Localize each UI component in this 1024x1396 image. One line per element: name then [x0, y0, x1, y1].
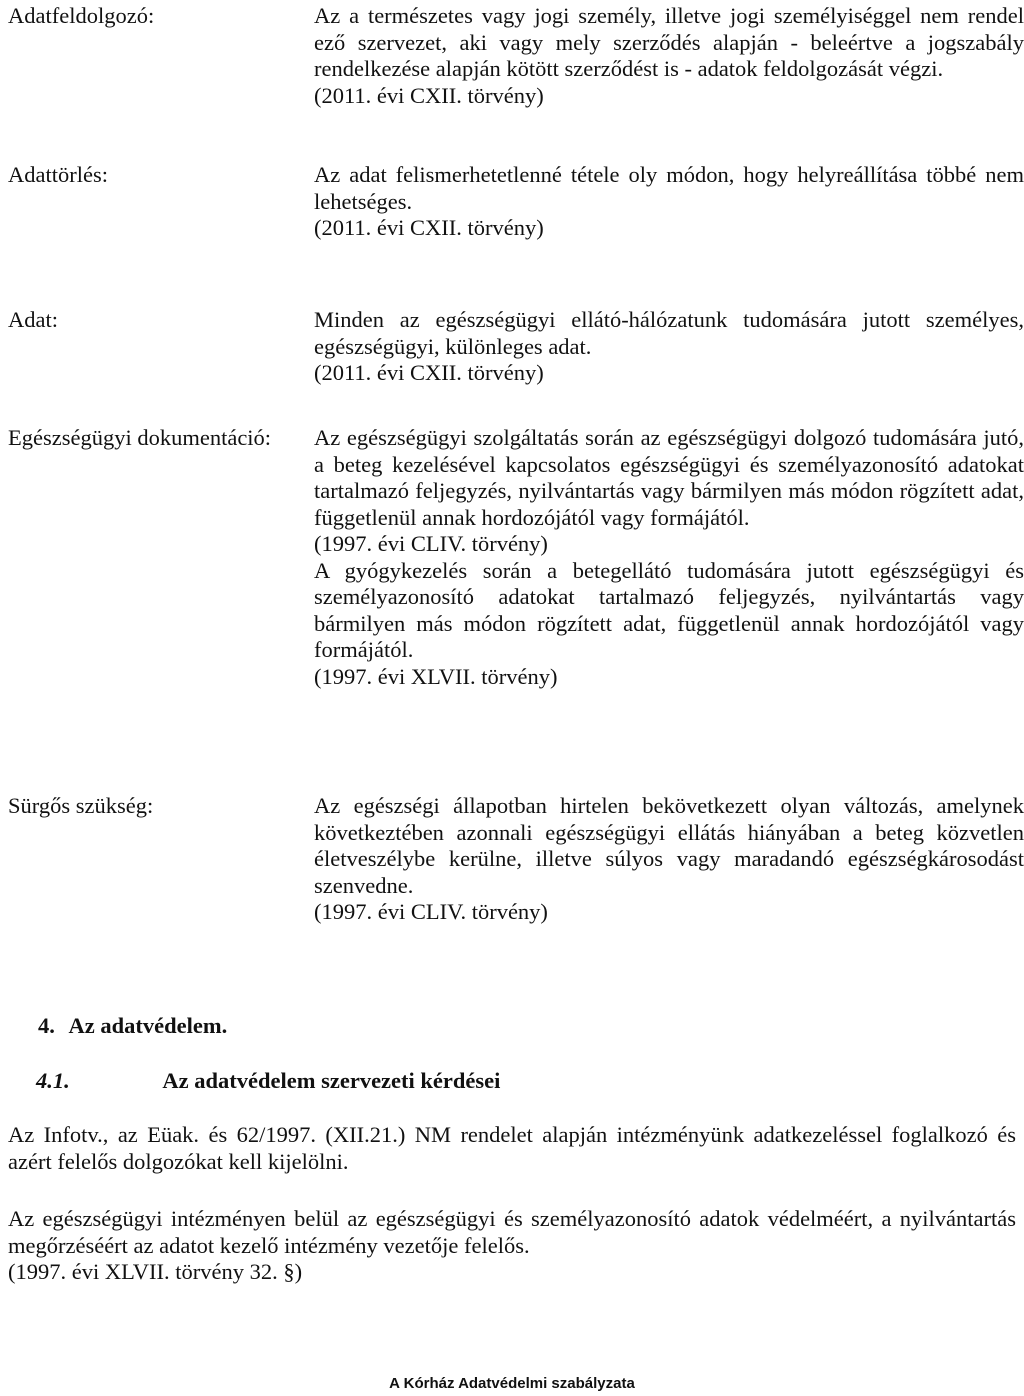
definition-term: Sürgős szükség: — [8, 793, 154, 818]
paragraph-text: Az egészségügyi intézményen belül az egészségügyi és személyazonosító adatok védelméért, a nyilvántartás megőrzéséért az adatot kezelő intézmény vezetője felelős. — [8, 1206, 1016, 1258]
law-reference: (2011. évi CXII. törvény) — [314, 360, 544, 385]
definition-term: Adat: — [8, 307, 58, 332]
law-reference: (1997. évi XLVII. törvény) — [314, 663, 558, 689]
definition-term: Adatfeldolgozó: — [8, 3, 155, 28]
subsection-heading — [36, 1068, 500, 1095]
section-title: Az adatvédelem. — [68, 1013, 228, 1038]
definition-body — [314, 425, 1024, 690]
definition-adat — [8, 307, 1024, 387]
definition-text: Minden az egészségügyi ellátó-hálózatunk tudomására jutott személyes, egészségügyi, különleges adat. — [314, 307, 1024, 359]
page-footer: A Kórház Adatvédelmi szabályzata — [389, 1375, 635, 1392]
law-reference: (2011. évi CXII. törvény) — [314, 215, 544, 240]
definition-adatfeldolgozo — [8, 3, 1024, 143]
definition-text: Az adat felismerhetetlenné tétele oly módon, hogy helyreállítása többé nem lehetséges. — [314, 162, 1024, 214]
section-number: 4. — [38, 1013, 55, 1038]
law-reference: (1997. évi CLIV. törvény) — [314, 531, 548, 556]
paragraph-text: Az Infotv., az Eüak. és 62/1997. (XII.21.) NM rendelet alapján intézményünk adatkezeléssel foglalkozó és azért felelős dolgozókat kell kijelölni. — [8, 1122, 1016, 1174]
definition-body — [314, 3, 1024, 109]
law-reference: (1997. évi XLVII. törvény 32. §) — [8, 1259, 303, 1284]
paragraph — [8, 1206, 1016, 1286]
definition-term: Adattörlés: — [8, 162, 108, 187]
definition-text: Az egészségügyi szolgáltatás során az egészségügyi dolgozó tudomására jutó, a beteg kezelésével kapcsolatos egészségügyi és személyazonosító adatokat tartalmazó feljegyzés, nyilvántartás vagy bármilyen más módon rögzített adat, függetlenül annak hordozójától vagy formájától. — [314, 425, 1024, 530]
definition-egeszsegugyi-dokumentacio — [8, 425, 1024, 765]
section-heading — [38, 1013, 227, 1040]
subsection-number: 4.1. — [36, 1068, 70, 1093]
definition-adattorles — [8, 162, 1024, 242]
definition-surgos-szukseg — [8, 793, 1024, 953]
definition-text: Az egészségi állapotban hirtelen bekövetkezett olyan változás, amelynek következtében azonnali egészségügyi ellátás hiányában a beteg közvetlen életveszélybe kerülne, illetve súlyos vagy maradandó egészségkárosodást szenvedne. — [314, 793, 1024, 898]
paragraph — [8, 1122, 1016, 1175]
definition-body — [314, 162, 1024, 242]
definition-body — [314, 307, 1024, 387]
definition-text: Az a természetes vagy jogi személy, illetve jogi személyiséggel nem rendel ező szervezet, aki vagy mely szerződés alapján - beleértve a jogszabály rendelkezése alapján kötött szerződést is - adatok feldolgozását végzi. — [314, 3, 1024, 81]
law-reference: (2011. évi CXII. törvény) — [314, 82, 544, 108]
definition-term: Egészségügyi dokumentáció: — [8, 425, 272, 450]
subsection-title: Az adatvédelem szervezeti kérdései — [162, 1068, 501, 1093]
law-reference: (1997. évi CLIV. törvény) — [314, 899, 548, 924]
definition-text: A gyógykezelés során a betegellátó tudomására jutott egészségügyi és személyazonosító adatokat tartalmazó feljegyzés, nyilvántartás vagy bármilyen más módon rögzített adat, függetlenül annak hordozójától vagy formájától. — [314, 557, 1024, 662]
definition-body — [314, 793, 1024, 926]
